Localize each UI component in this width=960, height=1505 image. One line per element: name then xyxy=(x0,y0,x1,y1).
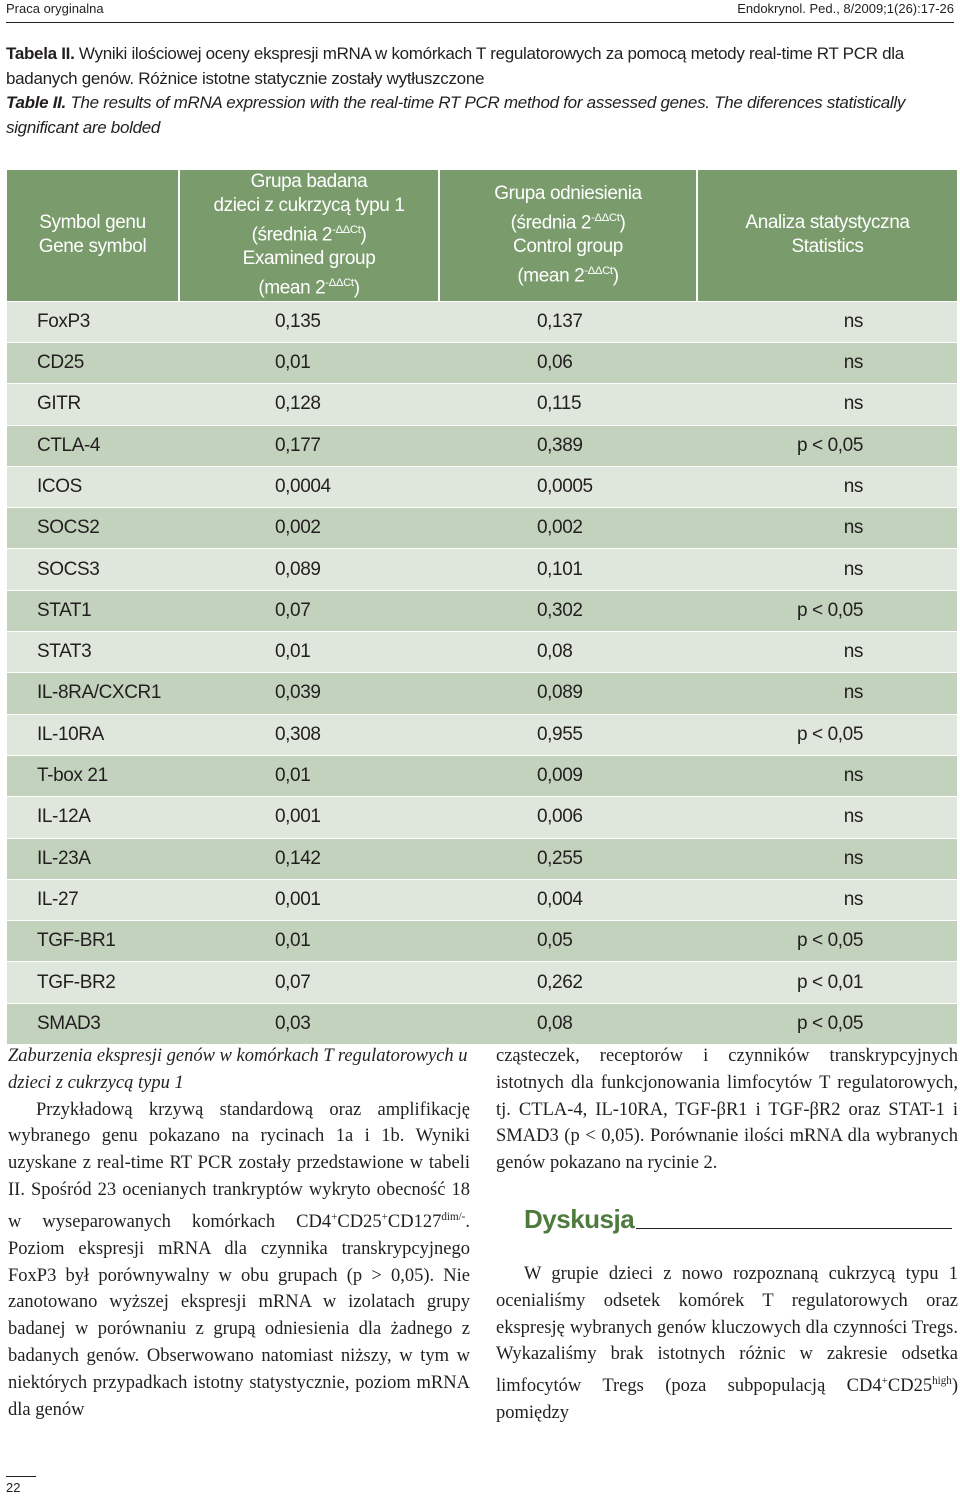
cell-control: 0,004 xyxy=(439,879,697,920)
table-row xyxy=(7,425,957,466)
section-label: Praca oryginalna xyxy=(6,1,104,16)
cell-control: 0,137 xyxy=(439,301,697,342)
cell-control: 0,002 xyxy=(439,508,697,549)
cell-control: 0,255 xyxy=(439,838,697,879)
cell-statistics: ns xyxy=(697,549,957,590)
cell-statistics: p < 0,05 xyxy=(697,714,957,755)
table-row xyxy=(7,838,957,879)
cell-examined: 0,01 xyxy=(179,632,439,673)
cell-statistics: p < 0,05 xyxy=(697,1003,957,1044)
heading-rule xyxy=(636,1228,952,1229)
cell-examined: 0,142 xyxy=(179,838,439,879)
cell-control: 0,089 xyxy=(439,673,697,714)
table-row xyxy=(7,632,957,673)
cell-control: 0,262 xyxy=(439,962,697,1003)
cell-gene: IL-10RA xyxy=(7,714,179,755)
cell-statistics: p < 0,05 xyxy=(697,425,957,466)
table-row xyxy=(7,921,957,962)
cell-gene: SOCS2 xyxy=(7,508,179,549)
cell-gene: IL-12A xyxy=(7,797,179,838)
cell-gene: STAT1 xyxy=(7,590,179,631)
cell-statistics: p < 0,01 xyxy=(697,962,957,1003)
caption-en-label: Table II. xyxy=(6,93,66,112)
cell-gene: IL-23A xyxy=(7,838,179,879)
paragraph-results: Przykładową krzywą standardową oraz amplifikację wybranego genu pokazano na rycinach 1a i 1b. Wyniki uzyskane z real-time RT PCR zostały przedstawione w tabeli II. Spośród 23 ocenianych trankryptów wykryto obecność 18 w wyseparowanych komórkach $CD4^+CD25^+CD127^{dim/-}$. Poziom ekspresji mRNA dla czynnika transkrypcyjnego FoxP3 był porównywalny w obu grupach (p > 0,05). Nie zanotowano wyższej ekspresji mRNA w izolatach grupy badanej w porównaniu z grupą odniesienia dla żadnego z badanych genów. Obserwowano natomiast niższy, w tym w niektórych przypadkach istotny statystycznie, poziom mRNA dla genów xyxy=(8,1099,470,1420)
header-gene-symbol: Symbol genu Gene symbol xyxy=(7,170,179,301)
text-column-left xyxy=(8,1043,470,1423)
caption-polish xyxy=(6,42,958,91)
table-row xyxy=(7,466,957,507)
table-row xyxy=(7,1003,957,1044)
cell-statistics: ns xyxy=(697,879,957,920)
subsection-title: Zaburzenia ekspresji genów w komórkach T regulatorowych u dzieci z cukrzycą typu 1 xyxy=(8,1046,468,1093)
table-row xyxy=(7,797,957,838)
cell-statistics: ns xyxy=(697,755,957,796)
cell-examined: 0,128 xyxy=(179,384,439,425)
cell-gene: T-box 21 xyxy=(7,755,179,796)
results-table xyxy=(7,170,957,1044)
table-row xyxy=(7,549,957,590)
cell-control: 0,08 xyxy=(439,632,697,673)
footer-rule xyxy=(6,1476,36,1477)
cell-statistics: ns xyxy=(697,466,957,507)
cell-control: 0,0005 xyxy=(439,466,697,507)
caption-pl-label: Tabela II. xyxy=(6,44,75,63)
cell-examined: 0,01 xyxy=(179,755,439,796)
table-caption xyxy=(6,42,958,140)
running-header xyxy=(6,0,954,23)
cell-gene: FoxP3 xyxy=(7,301,179,342)
caption-pl-text: Wyniki ilościowej oceny ekspresji mRNA w komórkach T regulatorowych za pomocą metody real-time RT PCR dla badanych genów. Różnice istotne statycznie zostały wytłuszczone xyxy=(6,44,904,88)
cell-examined: 0,001 xyxy=(179,797,439,838)
header-statistics: Analiza statystyczna Statistics xyxy=(697,170,957,301)
cell-examined: 0,07 xyxy=(179,962,439,1003)
cell-examined: 0,01 xyxy=(179,921,439,962)
cell-control: 0,009 xyxy=(439,755,697,796)
table-row xyxy=(7,673,957,714)
table-row xyxy=(7,879,957,920)
table-row xyxy=(7,342,957,383)
table-row xyxy=(7,508,957,549)
cell-statistics: ns xyxy=(697,797,957,838)
caption-en-text: The results of mRNA expression with the real-time RT PCR method for assessed genes. The diferences statistically significant are bolded xyxy=(6,93,906,137)
cell-gene: STAT3 xyxy=(7,632,179,673)
cell-examined: 0,0004 xyxy=(179,466,439,507)
cell-examined: 0,002 xyxy=(179,508,439,549)
cell-examined: 0,135 xyxy=(179,301,439,342)
cell-gene: TGF-BR2 xyxy=(7,962,179,1003)
cell-control: 0,955 xyxy=(439,714,697,755)
header-control-group: Grupa odniesienia (średnia $2^{-\Delta\Delta Ct}$) Control group (mean $2^{-\Delta\Delta Ct}$) xyxy=(439,170,697,301)
cell-statistics: p < 0,05 xyxy=(697,590,957,631)
cell-gene: GITR xyxy=(7,384,179,425)
table-row xyxy=(7,962,957,1003)
cell-gene: IL-8RA/CXCR1 xyxy=(7,673,179,714)
cell-gene: CTLA-4 xyxy=(7,425,179,466)
cell-statistics: ns xyxy=(697,384,957,425)
cell-examined: 0,089 xyxy=(179,549,439,590)
cell-statistics: ns xyxy=(697,301,957,342)
cell-statistics: ns xyxy=(697,632,957,673)
cell-gene: TGF-BR1 xyxy=(7,921,179,962)
header-examined-group: Grupa badana dzieci z cukrzycą typu 1 (średnia $2^{-\Delta\Delta Ct}$) Examined group (mean $2^{-\Delta\Delta Ct}$) xyxy=(179,170,439,301)
cell-control: 0,302 xyxy=(439,590,697,631)
cell-gene: SOCS3 xyxy=(7,549,179,590)
cell-gene: CD25 xyxy=(7,342,179,383)
cell-statistics: ns xyxy=(697,342,957,383)
table-row xyxy=(7,590,957,631)
table-row xyxy=(7,755,957,796)
cell-control: 0,115 xyxy=(439,384,697,425)
table-header-row xyxy=(7,170,957,301)
table-body xyxy=(7,301,957,1044)
cell-gene: ICOS xyxy=(7,466,179,507)
cell-examined: 0,177 xyxy=(179,425,439,466)
cell-control: 0,101 xyxy=(439,549,697,590)
section-heading-discussion: Dyskusja xyxy=(524,1203,958,1235)
cell-gene: IL-27 xyxy=(7,879,179,920)
cell-examined: 0,308 xyxy=(179,714,439,755)
page-number: 22 xyxy=(6,1480,21,1495)
cell-statistics: p < 0,05 xyxy=(697,921,957,962)
table-row xyxy=(7,384,957,425)
cell-gene: SMAD3 xyxy=(7,1003,179,1044)
paragraph-continued: cząsteczek, receptorów i czynników transkrypcyjnych istotnych dla funkcjonowania limfocytów T regulatorowych, tj. CTLA-4, IL-10RA, TGF-βR1 i TGF-βR2 oraz STAT-1 i SMAD3 (p < 0,05). Porównanie ilości mRNA dla wybranych genów pokazano na rycinie 2. xyxy=(496,1046,958,1174)
cell-statistics: ns xyxy=(697,673,957,714)
cell-control: 0,06 xyxy=(439,342,697,383)
cell-control: 0,389 xyxy=(439,425,697,466)
table-row xyxy=(7,301,957,342)
cell-examined: 0,07 xyxy=(179,590,439,631)
table-row xyxy=(7,714,957,755)
cell-control: 0,05 xyxy=(439,921,697,962)
cell-control: 0,006 xyxy=(439,797,697,838)
cell-examined: 0,039 xyxy=(179,673,439,714)
cell-control: 0,08 xyxy=(439,1003,697,1044)
cell-examined: 0,03 xyxy=(179,1003,439,1044)
journal-citation: Endokrynol. Ped., 8/2009;1(26):17-26 xyxy=(737,1,954,16)
caption-english xyxy=(6,91,958,140)
cell-examined: 0,01 xyxy=(179,342,439,383)
cell-statistics: ns xyxy=(697,838,957,879)
cell-statistics: ns xyxy=(697,508,957,549)
paragraph-discussion: W grupie dzieci z nowo rozpoznaną cukrzycą typu 1 ocenialiśmy odsetek komórek T regulatorowych oraz ekspresję wybranych genów kluczowych dla czynności Tregs. Wykazaliśmy brak istotnych różnic w zakresie odsetka limfocytów Tregs (poza subpopulacją $CD4^+CD25^{high}$) pomiędzy xyxy=(496,1263,958,1424)
cell-examined: 0,001 xyxy=(179,879,439,920)
text-column-right xyxy=(496,1043,958,1427)
